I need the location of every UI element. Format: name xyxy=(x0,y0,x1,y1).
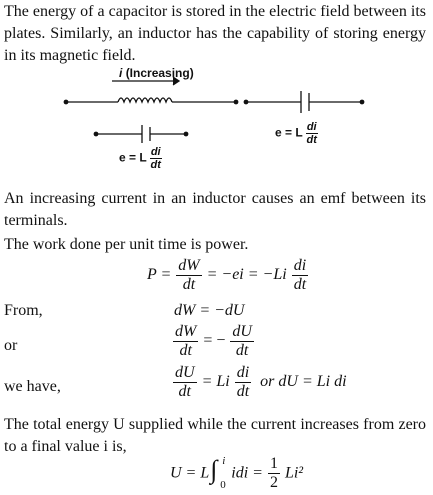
eq1-lhs: P = xyxy=(147,266,172,284)
equation-ratio xyxy=(172,323,255,360)
eq1-d2: dt xyxy=(293,276,307,293)
eq1-frac1 xyxy=(176,257,201,294)
current-text: (Increasing) xyxy=(125,66,194,80)
or-label: or xyxy=(4,337,18,354)
emf-den: dt xyxy=(150,159,161,171)
eq4-frac2 xyxy=(235,364,251,401)
equation-energy xyxy=(170,455,303,495)
eq5-n: 1 xyxy=(269,455,278,472)
eq5-body: idi = xyxy=(231,464,263,482)
eq3-n2: dU xyxy=(232,323,252,340)
eq3-frac1 xyxy=(173,323,198,360)
eq3-d2: dt xyxy=(235,342,249,359)
eq4-d1: dt xyxy=(178,383,191,400)
eq3-d1: dt xyxy=(179,342,192,359)
current-label xyxy=(119,66,194,80)
eq5-lhs: U = L xyxy=(170,464,210,482)
paragraph-power: The work done per unit time is power. xyxy=(4,236,249,253)
current-symbol: i xyxy=(119,66,123,80)
emf-label-left xyxy=(119,146,162,171)
eq5-d: 2 xyxy=(269,474,278,491)
eq4-frac1 xyxy=(173,364,197,401)
emf-fraction xyxy=(306,121,318,146)
from-label: From, xyxy=(4,302,43,319)
equation-du xyxy=(172,364,347,401)
paragraph-emf: An increasing current in an inductor causes an emf between its terminals. xyxy=(4,190,426,229)
wehave-label: we have, xyxy=(4,378,61,395)
integral-upper: i xyxy=(222,454,226,467)
eq3-frac2 xyxy=(230,323,254,360)
emf-label-right xyxy=(275,121,318,146)
emf-fraction xyxy=(150,146,162,171)
emf-num: di xyxy=(150,146,161,158)
paragraph-total-energy: The total energy U supplied while the current increases from zero to a final value i is, xyxy=(4,416,426,455)
inductor-capacitor-figure xyxy=(0,62,433,174)
eq4-d2: dt xyxy=(236,383,250,400)
integral-sign: ∫ i 0 xyxy=(210,454,226,491)
equation-dw: dW = −dU xyxy=(174,302,245,319)
eq5-tail: Li² xyxy=(284,464,304,482)
eq1-n1: dW xyxy=(178,257,200,274)
emf-lhs: e = L xyxy=(275,125,303,140)
emf-lhs: e = L xyxy=(119,150,147,165)
eq4-tail: or dU = Li di xyxy=(260,373,347,391)
eq3-n1: dW xyxy=(175,323,197,340)
equation-power xyxy=(147,257,309,294)
eq5-frac xyxy=(268,455,280,492)
eq4-n2: di xyxy=(236,364,250,381)
integral-lower: 0 xyxy=(220,478,226,491)
eq1-mid: = −ei = −Li xyxy=(206,266,287,284)
eq1-frac2 xyxy=(292,257,308,294)
eq3-mid: = − xyxy=(203,332,226,350)
emf-den: dt xyxy=(306,134,317,146)
emf-num: di xyxy=(306,121,317,133)
intro-paragraph: The energy of a capacitor is stored in the electric field between its plates. Similarly, an inductor has the capability of storing energy in its magnetic field. xyxy=(4,3,426,64)
eq1-n2: di xyxy=(293,257,307,274)
eq4-mid: = Li xyxy=(201,373,230,391)
eq4-n1: dU xyxy=(175,364,195,381)
eq1-d1: dt xyxy=(182,276,196,293)
